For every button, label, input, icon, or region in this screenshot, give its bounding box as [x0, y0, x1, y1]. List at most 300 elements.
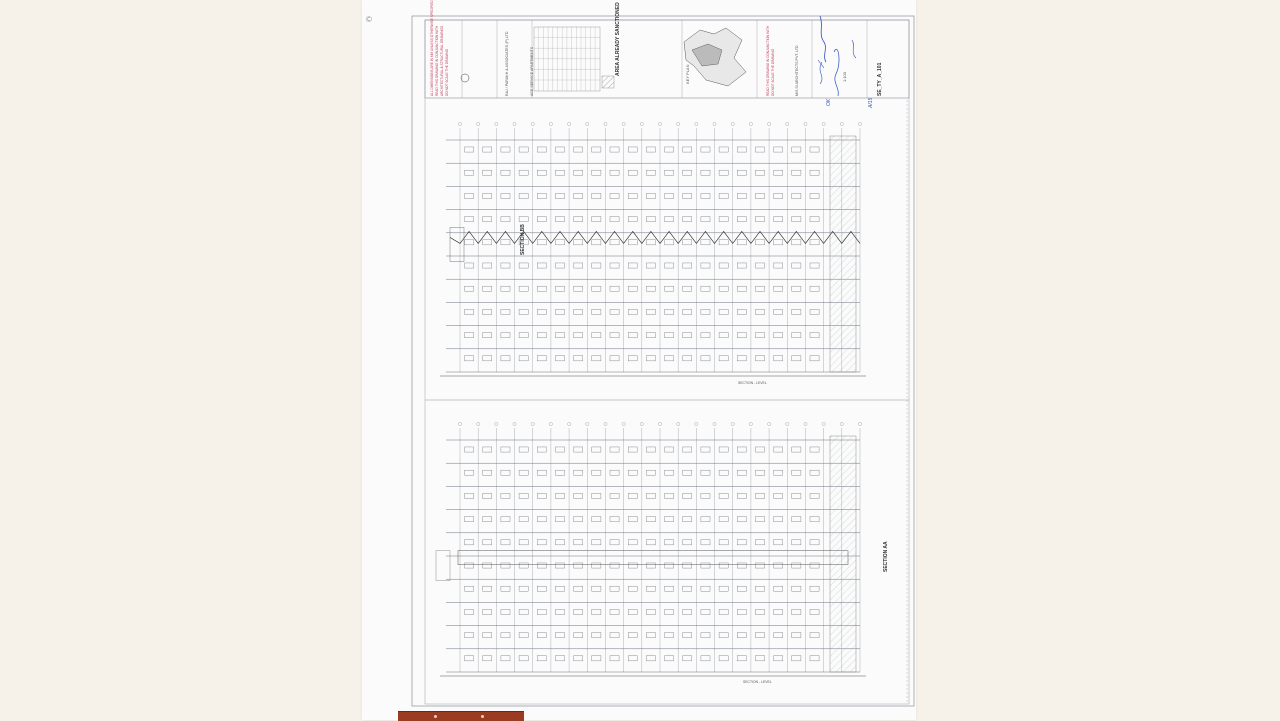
window-opening	[701, 263, 710, 268]
window-opening	[701, 586, 710, 591]
window-opening	[683, 540, 692, 545]
window-opening	[574, 263, 583, 268]
red-notes	[430, 0, 450, 96]
grid-bubble	[640, 122, 643, 125]
window-opening	[665, 609, 674, 614]
window-opening	[537, 493, 546, 498]
window-opening	[628, 263, 637, 268]
window-opening	[555, 170, 564, 175]
window-opening	[537, 563, 546, 568]
window-opening	[610, 447, 619, 452]
window-opening	[792, 586, 801, 591]
window-opening	[810, 356, 819, 361]
window-opening	[665, 633, 674, 638]
window-opening	[755, 563, 764, 568]
window-opening	[755, 517, 764, 522]
window-opening	[610, 170, 619, 175]
window-opening	[465, 147, 474, 152]
window-opening	[628, 447, 637, 452]
window-opening	[701, 633, 710, 638]
window-opening	[810, 217, 819, 222]
window-opening	[537, 309, 546, 314]
window-opening	[701, 517, 710, 522]
window-opening	[719, 240, 728, 245]
window-opening	[792, 517, 801, 522]
window-opening	[683, 447, 692, 452]
window-opening	[737, 656, 746, 661]
grid-bubble	[804, 422, 807, 425]
section-aa-label: SECTION AA	[883, 541, 889, 572]
window-opening	[501, 447, 510, 452]
window-opening	[792, 633, 801, 638]
window-opening	[519, 217, 528, 222]
window-opening	[555, 586, 564, 591]
window-opening	[592, 240, 601, 245]
window-opening	[774, 193, 783, 198]
window-opening	[701, 147, 710, 152]
window-opening	[665, 147, 674, 152]
window-opening	[683, 563, 692, 568]
grid-bubble	[458, 122, 461, 125]
window-opening	[755, 609, 764, 614]
window-opening	[628, 333, 637, 338]
window-opening	[646, 563, 655, 568]
window-opening	[610, 540, 619, 545]
window-opening	[810, 333, 819, 338]
window-opening	[519, 147, 528, 152]
window-opening	[537, 447, 546, 452]
window-opening	[610, 586, 619, 591]
window-opening	[574, 656, 583, 661]
window-opening	[792, 147, 801, 152]
window-opening	[646, 333, 655, 338]
grid-bubble	[822, 122, 825, 125]
window-opening	[483, 263, 492, 268]
window-opening	[755, 193, 764, 198]
window-opening	[555, 333, 564, 338]
window-opening	[683, 333, 692, 338]
window-opening	[719, 609, 728, 614]
window-opening	[592, 286, 601, 291]
window-opening	[501, 217, 510, 222]
window-opening	[628, 170, 637, 175]
window-opening	[483, 286, 492, 291]
window-opening	[592, 309, 601, 314]
window-opening	[774, 240, 783, 245]
blue-signature	[812, 12, 872, 112]
window-opening	[737, 563, 746, 568]
window-opening	[483, 517, 492, 522]
company-logo	[461, 74, 469, 82]
window-opening	[483, 217, 492, 222]
window-opening	[610, 356, 619, 361]
window-opening	[755, 356, 764, 361]
window-opening	[465, 356, 474, 361]
window-opening	[574, 356, 583, 361]
window-opening	[737, 540, 746, 545]
window-opening	[592, 563, 601, 568]
window-opening	[810, 540, 819, 545]
window-opening	[737, 493, 746, 498]
window-opening	[665, 217, 674, 222]
window-opening	[592, 633, 601, 638]
grid-bubble	[731, 122, 734, 125]
window-opening	[465, 309, 474, 314]
window-opening	[792, 170, 801, 175]
window-opening	[774, 263, 783, 268]
window-opening	[555, 517, 564, 522]
window-opening	[810, 147, 819, 152]
window-opening	[519, 263, 528, 268]
window-opening	[501, 517, 510, 522]
window-opening	[792, 240, 801, 245]
window-opening	[628, 217, 637, 222]
grid-bubble	[858, 122, 861, 125]
window-opening	[574, 170, 583, 175]
window-opening	[592, 493, 601, 498]
grid-bubble	[567, 122, 570, 125]
grid-bubble	[677, 422, 680, 425]
window-opening	[646, 147, 655, 152]
window-opening	[483, 656, 492, 661]
window-opening	[519, 193, 528, 198]
window-opening	[683, 309, 692, 314]
grid-bubble	[622, 122, 625, 125]
window-opening	[774, 493, 783, 498]
window-opening	[483, 193, 492, 198]
window-opening	[755, 309, 764, 314]
window-opening	[665, 656, 674, 661]
window-opening	[574, 633, 583, 638]
window-opening	[683, 193, 692, 198]
window-opening	[665, 240, 674, 245]
grid-bubble	[495, 122, 498, 125]
window-opening	[683, 147, 692, 152]
window-opening	[792, 656, 801, 661]
window-opening	[792, 263, 801, 268]
window-opening	[537, 656, 546, 661]
window-opening	[628, 309, 637, 314]
window-opening	[465, 240, 474, 245]
area-sanctioned-label: AREA ALREADY SANCTIONED	[615, 2, 621, 76]
window-opening	[628, 609, 637, 614]
window-opening	[810, 493, 819, 498]
grid-bubble	[604, 422, 607, 425]
window-opening	[755, 333, 764, 338]
window-opening	[737, 633, 746, 638]
window-opening	[701, 170, 710, 175]
window-opening	[537, 586, 546, 591]
window-opening	[501, 170, 510, 175]
window-opening	[792, 563, 801, 568]
grid-bubble	[695, 122, 698, 125]
grid-bubble	[749, 422, 752, 425]
corridor-end	[436, 551, 450, 581]
window-opening	[465, 656, 474, 661]
window-opening	[774, 563, 783, 568]
window-opening	[628, 540, 637, 545]
window-opening	[755, 586, 764, 591]
window-opening	[519, 470, 528, 475]
window-opening	[483, 147, 492, 152]
window-opening	[501, 263, 510, 268]
window-opening	[792, 493, 801, 498]
window-opening	[501, 563, 510, 568]
window-opening	[628, 517, 637, 522]
window-opening	[519, 447, 528, 452]
window-opening	[610, 656, 619, 661]
copyright-mark: ©	[366, 15, 372, 24]
window-opening	[701, 656, 710, 661]
window-opening	[574, 240, 583, 245]
window-opening	[792, 356, 801, 361]
window-opening	[628, 470, 637, 475]
window-opening	[719, 493, 728, 498]
grid-bubble	[767, 422, 770, 425]
window-opening	[792, 540, 801, 545]
window-opening	[537, 217, 546, 222]
window-opening	[737, 263, 746, 268]
window-opening	[737, 240, 746, 245]
window-opening	[810, 633, 819, 638]
window-opening	[701, 447, 710, 452]
window-opening	[719, 309, 728, 314]
window-opening	[574, 517, 583, 522]
window-opening	[719, 217, 728, 222]
window-opening	[574, 447, 583, 452]
section-aa-footer: SECTION - LEVEL	[743, 680, 772, 684]
window-opening	[719, 447, 728, 452]
section-bb-drawing	[440, 122, 866, 376]
window-opening	[519, 286, 528, 291]
window-opening	[646, 633, 655, 638]
window-opening	[465, 493, 474, 498]
window-opening	[810, 263, 819, 268]
window-opening	[592, 356, 601, 361]
window-opening	[519, 356, 528, 361]
grid-bubble	[767, 122, 770, 125]
grid-bubble	[749, 122, 752, 125]
window-opening	[465, 217, 474, 222]
window-opening	[810, 240, 819, 245]
window-opening	[683, 517, 692, 522]
grid-bubble	[822, 422, 825, 425]
window-opening	[537, 193, 546, 198]
window-opening	[792, 333, 801, 338]
window-opening	[737, 217, 746, 222]
window-opening	[610, 333, 619, 338]
handwritten-note: A/15	[868, 97, 874, 108]
grid-bubble	[622, 422, 625, 425]
key-plan-label: KEY PLAN	[685, 64, 690, 84]
window-opening	[665, 333, 674, 338]
clip-rivet	[434, 715, 437, 718]
window-opening	[483, 356, 492, 361]
window-opening	[755, 217, 764, 222]
window-opening	[555, 470, 564, 475]
window-opening	[719, 356, 728, 361]
window-opening	[465, 193, 474, 198]
window-opening	[755, 540, 764, 545]
window-opening	[574, 586, 583, 591]
window-opening	[774, 356, 783, 361]
window-opening	[465, 517, 474, 522]
window-opening	[555, 286, 564, 291]
window-opening	[483, 586, 492, 591]
window-opening	[610, 517, 619, 522]
window-opening	[665, 356, 674, 361]
window-opening	[574, 609, 583, 614]
section-aa-drawing	[436, 422, 866, 676]
window-opening	[465, 609, 474, 614]
window-opening	[774, 309, 783, 314]
window-opening	[683, 656, 692, 661]
window-opening	[501, 147, 510, 152]
window-opening	[610, 633, 619, 638]
grid-bubble	[640, 422, 643, 425]
window-opening	[810, 563, 819, 568]
window-opening	[719, 586, 728, 591]
window-opening	[555, 240, 564, 245]
window-opening	[683, 286, 692, 291]
window-opening	[610, 309, 619, 314]
window-opening	[683, 633, 692, 638]
window-opening	[701, 470, 710, 475]
window-opening	[755, 447, 764, 452]
window-opening	[537, 633, 546, 638]
window-opening	[610, 147, 619, 152]
window-opening	[719, 656, 728, 661]
window-opening	[737, 170, 746, 175]
window-opening	[610, 217, 619, 222]
window-opening	[646, 193, 655, 198]
window-opening	[501, 656, 510, 661]
window-opening	[719, 333, 728, 338]
grid-bubble	[477, 122, 480, 125]
window-opening	[719, 540, 728, 545]
window-opening	[628, 240, 637, 245]
window-opening	[592, 263, 601, 268]
grid-bubble	[495, 422, 498, 425]
window-opening	[683, 356, 692, 361]
window-opening	[537, 356, 546, 361]
window-opening	[574, 147, 583, 152]
window-opening	[683, 609, 692, 614]
window-opening	[665, 517, 674, 522]
window-opening	[574, 309, 583, 314]
window-opening	[465, 333, 474, 338]
window-opening	[519, 309, 528, 314]
window-opening	[646, 356, 655, 361]
red-note-line: ALL DIMENSIONS ARE IN MM UNLESS OTHERWISE SPECIFIED	[430, 0, 434, 96]
window-opening	[555, 263, 564, 268]
window-opening	[646, 609, 655, 614]
window-opening	[774, 656, 783, 661]
window-opening	[646, 470, 655, 475]
window-opening	[537, 170, 546, 175]
window-opening	[701, 333, 710, 338]
window-opening	[701, 286, 710, 291]
window-opening	[483, 540, 492, 545]
window-opening	[683, 586, 692, 591]
window-opening	[574, 333, 583, 338]
window-opening	[574, 286, 583, 291]
window-opening	[555, 609, 564, 614]
window-opening	[701, 217, 710, 222]
grid-bubble	[713, 122, 716, 125]
window-opening	[810, 656, 819, 661]
grid-bubble	[513, 422, 516, 425]
window-opening	[465, 540, 474, 545]
window-opening	[737, 586, 746, 591]
window-opening	[537, 470, 546, 475]
grid-bubble	[549, 122, 552, 125]
window-opening	[701, 240, 710, 245]
window-opening	[465, 470, 474, 475]
window-opening	[501, 193, 510, 198]
window-opening	[501, 470, 510, 475]
window-opening	[755, 147, 764, 152]
window-opening	[501, 633, 510, 638]
window-opening	[646, 309, 655, 314]
window-opening	[810, 193, 819, 198]
window-opening	[465, 447, 474, 452]
window-opening	[465, 170, 474, 175]
window-opening	[483, 240, 492, 245]
drawing-scale: 1:100	[842, 71, 847, 82]
window-opening	[755, 286, 764, 291]
window-opening	[610, 240, 619, 245]
window-opening	[737, 356, 746, 361]
window-opening	[592, 447, 601, 452]
window-opening	[719, 286, 728, 291]
window-opening	[628, 286, 637, 291]
window-opening	[555, 493, 564, 498]
grid-bubble	[804, 122, 807, 125]
window-opening	[810, 586, 819, 591]
window-opening	[646, 517, 655, 522]
window-opening	[719, 563, 728, 568]
window-opening	[519, 656, 528, 661]
window-opening	[810, 309, 819, 314]
window-opening	[683, 470, 692, 475]
window-opening	[774, 633, 783, 638]
window-opening	[737, 147, 746, 152]
window-opening	[810, 517, 819, 522]
window-opening	[555, 147, 564, 152]
window-opening	[719, 633, 728, 638]
window-opening	[501, 493, 510, 498]
grid-bubble	[458, 422, 461, 425]
lift-shaft	[830, 136, 856, 372]
window-opening	[683, 170, 692, 175]
window-opening	[501, 240, 510, 245]
window-opening	[555, 656, 564, 661]
window-opening	[519, 633, 528, 638]
window-opening	[719, 263, 728, 268]
window-opening	[555, 193, 564, 198]
lift-shaft	[830, 436, 856, 672]
window-opening	[592, 609, 601, 614]
window-opening	[592, 517, 601, 522]
window-opening	[537, 517, 546, 522]
window-opening	[537, 540, 546, 545]
drawing-number: SE_TY_A_101	[877, 62, 883, 96]
window-opening	[519, 540, 528, 545]
window-opening	[737, 447, 746, 452]
window-opening	[719, 170, 728, 175]
window-opening	[665, 540, 674, 545]
